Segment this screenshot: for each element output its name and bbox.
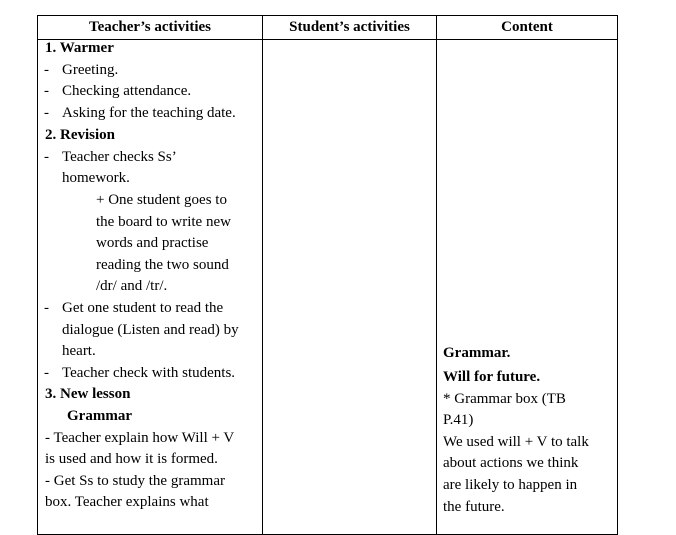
column-divider [436, 16, 437, 534]
revision-subtext: words and practise [96, 235, 209, 251]
revision-text: Teacher checks Ss’ [62, 149, 177, 165]
revision-text: dialogue (Listen and read) by [62, 322, 239, 338]
revision-subtext: + One student goes to [96, 192, 227, 208]
bullet-dash: - [44, 300, 49, 316]
content-text: about actions we think [443, 455, 579, 471]
bullet-dash: - [44, 105, 49, 121]
revision-subtext: the board to write new [96, 214, 231, 230]
bullet-dash: - [44, 365, 49, 381]
revision-text: Teacher check with students. [62, 365, 236, 381]
revision-subtext: reading the two sound [96, 257, 229, 273]
new-lesson-text: box. Teacher explains what [45, 494, 209, 510]
lesson-plan-table [37, 15, 618, 535]
grammar-heading: Grammar [67, 408, 132, 424]
revision-subtext: /dr/ and /tr/. [96, 278, 168, 294]
header-content: Content [501, 19, 553, 35]
new-lesson-text: is used and how it is formed. [45, 451, 218, 467]
header-teacher-activities: Teacher’s activities [88, 19, 212, 35]
header-divider [38, 39, 617, 40]
new-lesson-text: - Get Ss to study the grammar [45, 473, 225, 489]
warmer-item: Asking for the teaching date. [62, 105, 236, 121]
content-text: P.41) [443, 412, 474, 428]
bullet-dash: - [44, 83, 49, 99]
new-lesson-text: - Teacher explain how Will + V [45, 430, 235, 446]
warmer-item: Greeting. [62, 62, 119, 78]
content-text: * Grammar box (TB [443, 391, 566, 407]
bullet-dash: - [44, 149, 49, 165]
new-lesson-heading: 3. New lesson [45, 386, 131, 402]
revision-text: homework. [62, 170, 130, 186]
warmer-heading: 1. Warmer [45, 40, 114, 56]
content-text: We used will + V to talk [443, 434, 589, 450]
content-will-future-title: Will for future. [443, 369, 541, 385]
bullet-dash: - [44, 62, 49, 78]
content-grammar-title: Grammar. [443, 345, 511, 361]
warmer-item: Checking attendance. [62, 83, 192, 99]
content-text: the future. [443, 499, 505, 515]
header-student-activities: Student’s activities [289, 19, 410, 35]
content-text: are likely to happen in [443, 477, 578, 493]
column-divider [262, 16, 263, 534]
revision-heading: 2. Revision [45, 127, 116, 143]
revision-text: heart. [62, 343, 96, 359]
revision-text: Get one student to read the [62, 300, 224, 316]
